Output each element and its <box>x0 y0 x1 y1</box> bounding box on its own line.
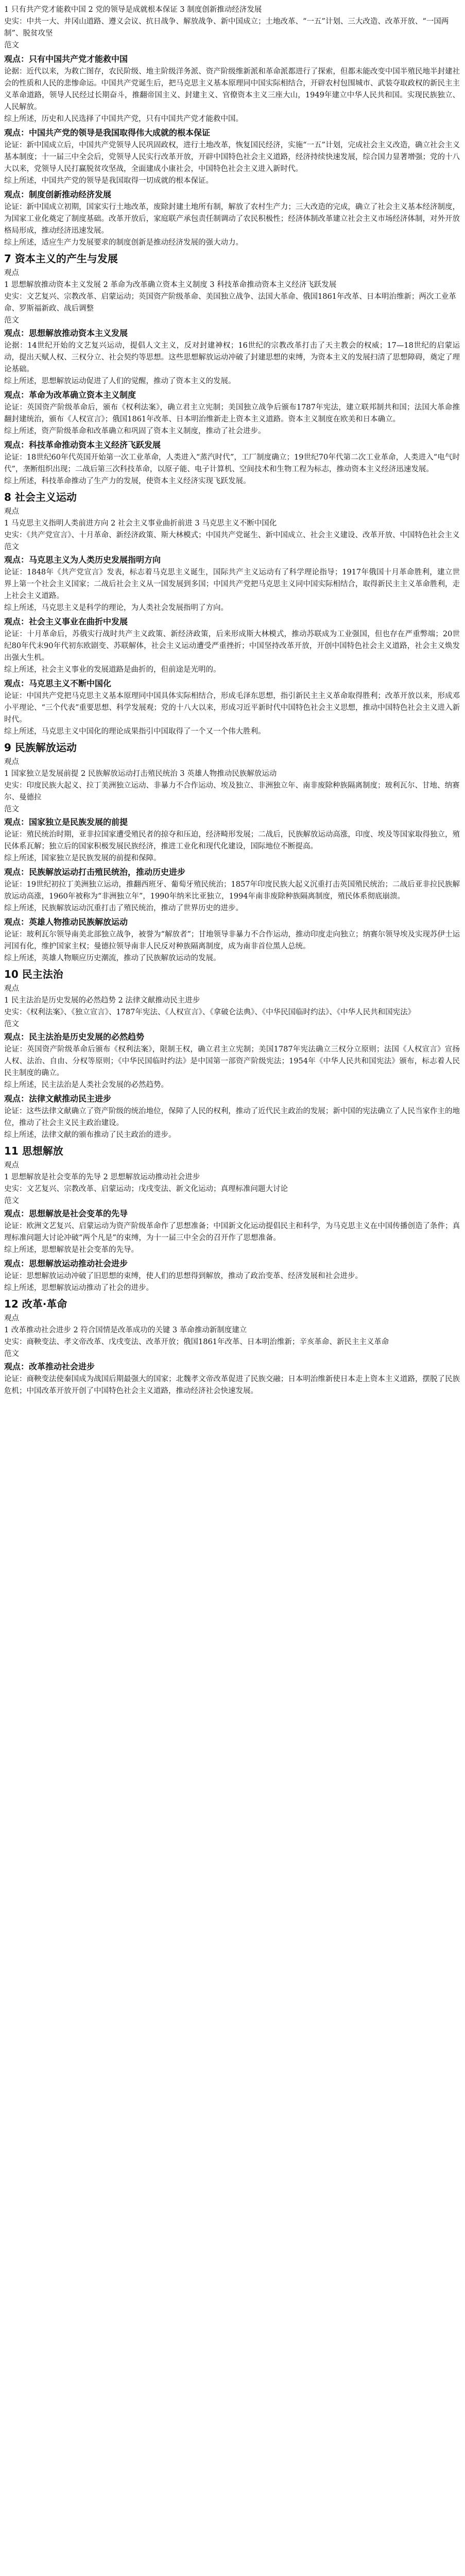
section-items: 1 思想解放是社会变革的先导 2 思想解放运动推动社会进步 <box>4 1173 200 1181</box>
essay-paragraph: 论证：1848年《共产党宣言》发表，标志着马克思主义诞生，国际共产主义运动有了科学理论指导；1917年俄国十月革命胜利，建立世界上第一个社会主义国家；二战后社会主义从一国发展到多国；中国共产党把马克思主义同中国实际相结合，取得新民主主义革命胜利，走上社会主义道路。 <box>4 568 460 600</box>
section-title: 12 改革·革命 <box>4 1298 67 1310</box>
essay-heading: 观点：只有中国共产党才能救中国 <box>4 54 128 64</box>
essay <box>4 1092 460 1141</box>
section-fanwen-label: 范文 <box>4 1350 19 1358</box>
essay-heading: 观点：思想解放运动推动社会进步 <box>4 1259 128 1268</box>
essay-paragraph: 论证：中国共产党把马克思主义基本原理同中国具体实际相结合，形成毛泽东思想，指引新民主主义革命取得胜利；改革开放以来，形成邓小平理论、“三个代表”重要思想、科学发展观；党的十八大以来，形成习近平新时代中国特色社会主义思想，推动中国特色社会主义进入新时代。 <box>4 692 460 724</box>
section-fanwen-label: 范文 <box>4 1020 19 1028</box>
essay-paragraph: 综上所述，资产阶级革命和改革确立和巩固了资本主义制度，推动了社会进步。 <box>4 427 266 435</box>
essay-heading: 观点：马克思主义为人类历史发展指明方向 <box>4 555 161 565</box>
essay-paragraph: 论证：商鞅变法使秦国成为战国后期最强大的国家；北魏孝文帝改革促进了民族交融；日本明治维新使日本走上资本主义道路，摆脱了民族危机；中国改革开放开创了中国特色社会主义道路，推动经济社会快速发展。 <box>4 1375 460 1395</box>
essay-paragraph: 综上所述，思想解放运动促进了人们的觉醒，推动了资本主义的发展。 <box>4 377 236 385</box>
essay <box>4 438 460 487</box>
section-items: 1 民主法治是历史发展的必然趋势 2 法律文献推动民主进步 <box>4 996 200 1005</box>
section-items: 1 国家独立是发展前提 2 民族解放运动打击殖民统治 3 英雄人物推动民族解放运动 <box>4 770 277 778</box>
essay-paragraph: 论证：欧洲文艺复兴、启蒙运动为资产阶级革命作了思想准备；中国新文化运动提倡民主和科学，为马克思主义在中国传播创造了条件；真理标准问题大讨论冲破“两个凡是”的束缚，为十一届三中全会的召开作了思想准备。 <box>4 1222 460 1242</box>
essay-paragraph: 论证：英国资产阶级革命后，颁布《权利法案》，确立君主立宪制；美国独立战争后颁布1787年宪法，建立联邦制共和国；法国大革命推翻封建统治，颁布《人权宣言》；俄国1861年改革、日本明治维新走上资本主义道路。资本主义制度在欧美和日本确立。 <box>4 403 460 423</box>
essay <box>4 126 460 187</box>
essay-heading: 观点：法律文献推动民主进步 <box>4 1094 112 1104</box>
essay-paragraph: 论证：思想解放运动冲破了旧思想的束缚，使人们的思想得到解放，推动了政治变革、经济发展和社会进步。 <box>4 1272 363 1280</box>
section-title: 9 民族解放运动 <box>4 741 77 754</box>
essay-heading: 观点：国家独立是民族发展的前提 <box>4 817 128 827</box>
essay-heading: 观点：民主法治是历史发展的必然趋势 <box>4 1032 145 1042</box>
essay-heading: 观点：中国共产党的领导是我国取得伟大成就的根本保证 <box>4 128 211 138</box>
essay-paragraph: 论据：14世纪开始的文艺复兴运动，提倡人文主义，反对封建神权；16世纪的宗教改革打击了天主教会的权威；17—18世纪的启蒙运动，提出天赋人权、三权分立、社会契约等思想。这些思想解放运动冲破了封建思想的束缚，为资本主义的发展扫清了思想障碍，奠定了理论基础。 <box>4 342 460 374</box>
essay <box>4 615 460 676</box>
section <box>4 1296 460 1397</box>
essay-heading: 观点：思想解放推动资本主义发展 <box>4 328 128 338</box>
essay-paragraph: 论证：这些法律文献确立了资产阶级的统治地位，保障了人民的权利，推动了近代民主政治的发展；新中国的宪法确立了人民当家作主的地位，推动了社会主义民主政治建设。 <box>4 1107 460 1127</box>
section-title: 10 民主法治 <box>4 968 63 980</box>
essay-heading: 观点：社会主义事业在曲折中发展 <box>4 617 128 626</box>
section <box>4 1143 460 1294</box>
essay-paragraph: 综上所述，国家独立是民族发展的前提和保障。 <box>4 854 161 862</box>
section-guandian-label: 观点 <box>4 507 19 516</box>
section <box>4 740 460 964</box>
essay-conclusion: 综上所述，历史和人民选择了中国共产党，只有中国共产党才能救中国。 <box>4 115 243 123</box>
essay-paragraph: 论证：玻利瓦尔领导南美北部独立战争，被誉为“解放者”；甘地领导非暴力不合作运动，推动印度走向独立；纳赛尔领导埃及实现苏伊士运河国有化，维护国家主权；曼德拉领导南非人民反对种族隔离制度，成为南非首位黑人总统。 <box>4 930 460 951</box>
essay-heading: 观点：改革推动社会进步 <box>4 1362 95 1371</box>
essay-paragraph: 综上所述，英雄人物顺应历史潮流，推动了民族解放运动的发展。 <box>4 954 221 962</box>
essay-heading: 观点：革命为改革确立资本主义制度 <box>4 390 136 400</box>
essay <box>4 1360 460 1397</box>
essay-paragraph: 综上所述，民主法治是人类社会发展的必然趋势。 <box>4 1081 168 1089</box>
essay <box>4 53 460 125</box>
essay-heading: 观点：民族解放运动打击殖民统治，推动历史进步 <box>4 867 186 877</box>
section-items: 1 马克思主义指明人类前进方向 2 社会主义事业曲折前进 3 马克思主义不断中国化 <box>4 519 277 528</box>
section-guandian-label: 观点 <box>4 1314 19 1323</box>
essay-conclusion: 综上所述，中国共产党的领导是我国取得一切成就的根本保证。 <box>4 177 213 185</box>
essay <box>4 388 460 437</box>
essay <box>4 188 460 249</box>
section-title: 8 社会主义运动 <box>4 491 77 503</box>
essay <box>4 1207 460 1256</box>
intro-items: 1 只有共产党才能救中国 2 党的领导是成就根本保证 3 制度创新推动经济发展 <box>4 6 262 14</box>
intro-fanwen-label: 范文 <box>4 41 19 49</box>
section-fanwen-label: 范文 <box>4 543 19 551</box>
essay-paragraph: 论证：英国资产阶级革命后颁布《权利法案》，限制王权，确立君主立宪制；美国1787年宪法确立三权分立原则；法国《人权宣言》宣扬人权、法治、自由、分权等原则；《中华民国临时约法》是中国第一部资产阶级宪法；1954年《中华人民共和国宪法》颁布，标志着人民民主制度的确立。 <box>4 1045 460 1077</box>
essay-heading: 观点：英雄人物推动民族解放运动 <box>4 917 128 927</box>
sections-container <box>4 251 460 1397</box>
essay <box>4 677 460 738</box>
section-guandian-label: 观点 <box>4 985 19 993</box>
section-title: 7 资本主义的产生与发展 <box>4 252 118 265</box>
section-facts: 史实：印度民族大起义、拉丁美洲独立运动、非暴力不合作运动、埃及独立、非洲独立年、南非废除种族隔离制度；玻利瓦尔、甘地、纳赛尔、曼德拉 <box>4 782 460 802</box>
section-facts: 史实：商鞅变法、孝文帝改革、戊戌变法、改革开放；俄国1861年改革、日本明治维新；辛亥革命、新民主主义革命 <box>4 1338 389 1346</box>
essay-heading: 观点：马克思主义不断中国化 <box>4 679 112 688</box>
section <box>4 967 460 1141</box>
section-guandian-label: 观点 <box>4 269 19 277</box>
essay-heading: 观点：制度创新推动经济发展 <box>4 190 112 199</box>
intro-facts: 史实：中共一大、井冈山道路、遵义会议、抗日战争、解放战争、新中国成立；土地改革、“一五”计划、三大改造、改革开放、“一国两制”、脱贫攻坚 <box>4 18 449 38</box>
section-guandian-label: 观点 <box>4 1161 19 1170</box>
section-guandian-label: 观点 <box>4 758 19 766</box>
essay-paragraph: 综上所述，思想解放运动推动了社会的进步。 <box>4 1284 153 1292</box>
essay-paragraph: 综上所述，科技革命推动了生产力的发展，使资本主义经济实现飞跃发展。 <box>4 477 251 485</box>
essay <box>4 327 460 387</box>
section-items: 1 思想解放推动资本主义发展 2 革命为改革确立资本主义制度 3 科技革命推动资本主义经济飞跃发展 <box>4 281 337 289</box>
essay-heading: 观点：思想解放是社会变革的先导 <box>4 1209 128 1218</box>
section-title: 11 思想解放 <box>4 1145 63 1157</box>
intro-essays <box>4 53 460 249</box>
essay-paragraph: 论证：18世纪60年代英国开始第一次工业革命，人类进入“蒸汽时代”，工厂制度确立；19世纪70年代第二次工业革命，人类进入“电气时代”，垄断组织出现；二战后第三次科技革命，以原子能、电子计算机、空间技术和生物工程为标志，推动资本主义经济迅速发展。 <box>4 453 460 473</box>
section-facts: 史实：文艺复兴、宗教改革、启蒙运动；戊戌变法、新文化运动；真理标准问题大讨论 <box>4 1185 288 1193</box>
essay-paragraph: 论证：新中国成立后，中国共产党领导人民巩固政权，进行土地改革，恢复国民经济，实施“一五”计划，完成社会主义改造，确立社会主义基本制度；十一届三中全会后，党领导人民实行改革开放，开辟中国特色社会主义道路，经济持续快速发展，综合国力显著增强；党的十八大以来，党领导人民打赢脱贫攻坚战，全面建成小康社会，中国特色社会主义进入新时代。 <box>4 141 460 173</box>
essay <box>4 866 460 914</box>
essay-paragraph: 论据：近代以来，为救亡图存，农民阶级、地主阶级洋务派、资产阶级维新派和革命派都进行了探索，但都未能改变中国半殖民地半封建社会的性质和人民的悲惨命运。中国共产党诞生后，把马克思主义基本原理同中国实际相结合，开辟农村包围城市、武装夺取政权的新民主主义革命道路，领导人民经过长期奋斗，推翻帝国主义、封建主义、官僚资本主义三座大山，1949年建立中华人民共和国。实现民族独立、人民解放。 <box>4 67 460 111</box>
essay-paragraph: 论证：殖民统治时期，亚非拉国家遭受殖民者的掠夺和压迫，经济畸形发展；二战后，民族解放运动高涨，印度、埃及等国家取得独立，殖民体系瓦解；独立后的国家积极发展民族经济，推进工业化和现代化建设，国际地位不断提高。 <box>4 831 460 851</box>
section-fanwen-label: 范文 <box>4 1197 19 1205</box>
essay-paragraph: 综上所述，法律文献的颁布推动了民主政治的进步。 <box>4 1131 176 1139</box>
essay-paragraph: 论证：十月革命后，苏俄实行战时共产主义政策、新经济政策，后来形成斯大林模式，推动苏联成为工业强国，但也存在严重弊端；20世纪80年代末90年代初东欧剧变、苏联解体，社会主义运动遭受严重挫折；中国坚持改革开放，开创中国特色社会主义道路，社会主义焕发出强大生机。 <box>4 630 460 662</box>
essay <box>4 1030 460 1091</box>
section-items: 1 改革推动社会进步 2 符合国情是改革成功的关键 3 革命推动新制度建立 <box>4 1326 247 1334</box>
essay <box>4 1257 460 1294</box>
section-fanwen-label: 范文 <box>4 316 19 325</box>
essay-paragraph: 综上所述，社会主义事业的发展道路是曲折的，但前途是光明的。 <box>4 666 221 674</box>
essay-paragraph: 综上所述，马克思主义是科学的理论，为人类社会发展指明了方向。 <box>4 604 228 612</box>
essay-paragraph: 综上所述，马克思主义中国化的理论成果指引中国取得了一个又一个伟大胜利。 <box>4 727 266 736</box>
essay-paragraph: 综上所述，民族解放运动沉重打击了殖民统治，推动了世界历史的进步。 <box>4 904 243 912</box>
essay <box>4 916 460 964</box>
intro-block <box>4 4 460 52</box>
essay-heading: 观点：科技革命推动资本主义经济飞跃发展 <box>4 440 161 450</box>
section-facts: 史实：《权利法案》、《独立宣言》、1787年宪法、《人权宣言》、《拿破仑法典》、《中华民国临时约法》、《中华人民共和国宪法》 <box>4 1008 416 1016</box>
essay-paragraph: 论证：新中国成立初期，国家实行土地改革，废除封建土地所有制，解放了农村生产力；三大改造的完成，确立了社会主义基本经济制度，为国家工业化奠定了制度基础。改革开放后，家庭联产承包责任制调动了农民积极性；经济体制改革建立社会主义市场经济体制，对外开放格局形成，推动经济迅速发展。 <box>4 203 460 235</box>
section-facts: 史实：《共产党宣言》、十月革命、新经济政策、斯大林模式；中国共产党诞生、新中国成立、社会主义建设、改革开放、中国特色社会主义 <box>4 531 460 539</box>
essay-paragraph: 综上所述，思想解放是社会变革的先导。 <box>4 1246 139 1254</box>
essay <box>4 816 460 865</box>
essay-paragraph: 论证：19世纪初拉丁美洲独立运动，推翻西班牙、葡萄牙殖民统治；1857年印度民族大起义沉重打击英国殖民统治；二战后亚非拉民族解放运动高涨，1960年被称为“非洲独立年”，1990年纳米比亚独立，1994年南非废除种族隔离制度，殖民体系彻底崩溃。 <box>4 880 460 901</box>
essay-conclusion: 综上所述，适应生产力发展要求的制度创新是推动经济发展的强大动力。 <box>4 239 243 247</box>
essay <box>4 553 460 614</box>
section-facts: 史实：文艺复兴、宗教改革、启蒙运动；英国资产阶级革命、美国独立战争、法国大革命、俄国1861年改革、日本明治维新；两次工业革命、罗斯福新政、战后调整 <box>4 293 456 313</box>
section <box>4 489 460 738</box>
section-fanwen-label: 范文 <box>4 805 19 814</box>
section <box>4 251 460 487</box>
